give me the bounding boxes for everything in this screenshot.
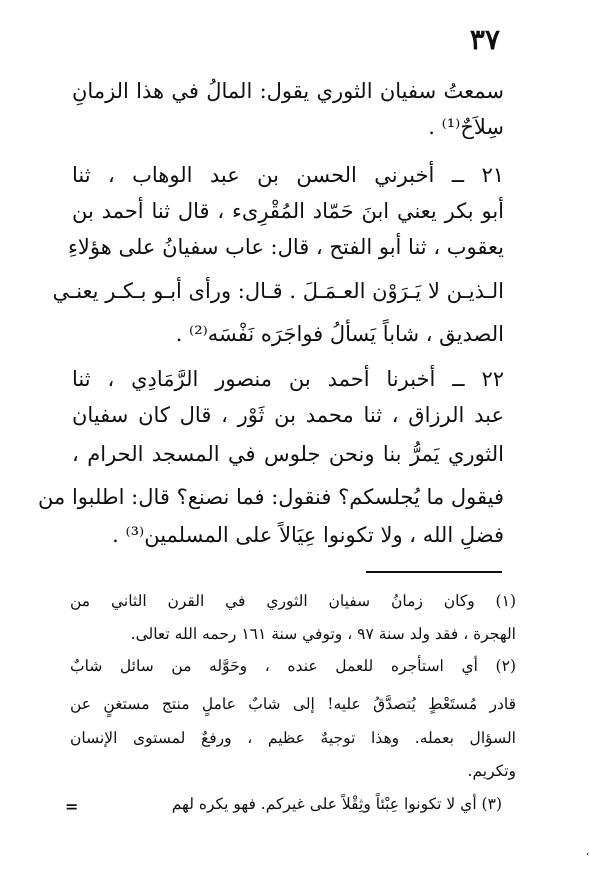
footnote-separator: [366, 571, 502, 573]
footnote-line: (٢) أي استأجره للعمل عنده ، وحَوَّله من سائل شابٌ: [70, 657, 516, 675]
corner-speck: ،: [586, 847, 590, 858]
main-text-line: يعقوب ، ثنا أبو الفتح ، قال: عاب سفيانُ على هؤلاءِ: [68, 235, 504, 259]
footnote-line: (٣) أي لا تكونوا عِبْئاً وثِقْلاً على غيركم. فهو يكره لهم: [171, 795, 502, 813]
main-text-line: فضلِ الله ، ولا تكونوا عِيَالاً على المسلمين⁽³⁾ .: [112, 523, 504, 547]
main-text-line: أبو بكر يعني ابنَ حَمّاد المُقْرِىء ، قال ثنا أحمد بن: [72, 199, 504, 223]
footnote-line: قادر مُستَعْطٍ يُتصدَّقُ عليه! إلى شابٌ عاملٍ منتج مستغنٍ عن: [70, 695, 516, 713]
hadith-21-heading: ٢١ ــ أخبرني الحسن بن عبد الوهاب ، ثنا: [72, 163, 504, 187]
main-text-line: سِلاَحٌ⁽¹⁾ .: [428, 115, 504, 139]
page-number: ٣٧: [469, 23, 500, 56]
main-text-line: سمعتُ سفيان الثوري يقول: المالُ في هذا الزمانِ: [72, 79, 504, 103]
main-text-line: فيقول ما يُجلسكم؟ فنقول: فما نصنع؟ قال: اطلبوا من: [38, 485, 504, 509]
main-text-line: الصديق ، شاباً يَسألُ فواجَرَه نَفْسَه⁽²⁾ .: [175, 322, 504, 346]
hadith-22-heading: ٢٢ ــ أخبرنا أحمد بن منصور الرَّمَادِي ، ثنا: [72, 367, 504, 391]
continuation-mark: =: [65, 797, 79, 816]
footnote-line: وتكريم.: [467, 762, 516, 780]
footnote-line: (١) وكان زمانُ سفيان الثوري في القرن الثاني من: [70, 592, 516, 610]
main-text-line: الثوري يَمرُّ بنا ونحن جلوس في المسجد الحرام ،: [72, 442, 504, 466]
main-text-line: عبد الرزاق ، ثنا محمد بن ثَوْر ، قال كان سفيان: [72, 403, 504, 427]
footnote-line: الهجرة ، فقد ولد سنة ٩٧ ، وتوفي سنة ١٦١ رحمه الله تعالى.: [130, 625, 516, 643]
footnote-line: السؤال بعمله. وهذا توجيهٌ عظيم ، ورفعٌ لمستوى الإنسان: [70, 729, 516, 747]
main-text-line: الـذيـن لا يَـرَوْن العـمَـلَ . قـال: ورأى أبـو بـكـر يعنـي: [52, 279, 504, 303]
